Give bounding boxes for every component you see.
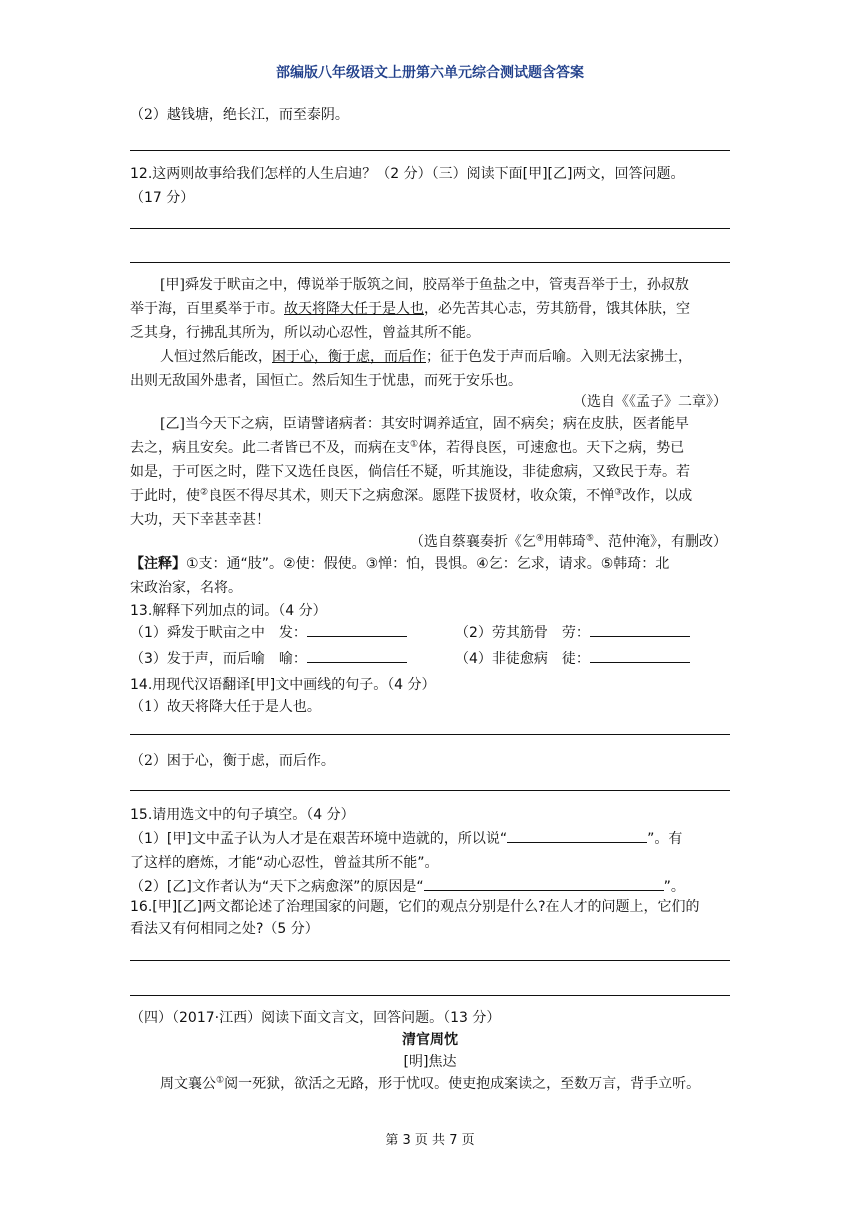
q14-item-1: （1）故天将降大任于是人也。 bbox=[130, 699, 321, 715]
underlined-sentence-2: 困于心，衡于虑，而后作 bbox=[272, 349, 426, 365]
passage-yi-line-5: 大功，天下幸甚幸甚！ bbox=[130, 512, 270, 528]
passage-jia-source: （选自《《孟子》二章》） bbox=[573, 394, 727, 410]
underlined-sentence-1: 故天将降大任于是人也 bbox=[284, 301, 424, 317]
passage-author: [明]焦达 bbox=[403, 1054, 457, 1070]
section-4-paragraph: 周文襄公①阅一死狱，欲活之无路，形于忧叹。使吏抱成案读之，至数万言，背手立听。 bbox=[160, 1075, 701, 1092]
q15-item-1: （1）[甲]文中孟子认为人才是在艰苦环境中造就的，所以说“ ”。有 bbox=[130, 828, 682, 848]
page-footer: 第 3 页 共 7 页 bbox=[385, 1133, 475, 1148]
q14-title: 14.用现代汉语翻译[甲]文中画线的句子。（4 分） bbox=[130, 677, 436, 693]
blank-field[interactable] bbox=[590, 622, 690, 637]
answer-line bbox=[130, 262, 730, 263]
q13-item-1: （1）舜发于畎亩之中 发： bbox=[130, 622, 407, 642]
passage-jia-line-1: [甲]舜发于畎亩之中，傅说举于版筑之间，胶鬲举于鱼盐之中，管夷吾举于士，孙叔敖 bbox=[160, 277, 689, 293]
blank-field[interactable] bbox=[424, 876, 664, 891]
answer-line bbox=[130, 734, 730, 735]
q11-item-2: （2）越钱塘，绝长江，而至泰阴。 bbox=[130, 107, 349, 123]
passage-yi-line-2: 去之，病且安矣。此二者皆已不及，而病在支①体，若得良医，可速愈也。天下之病，势已 bbox=[130, 439, 685, 456]
passage-yi-line-1: [乙]当今天下之病，臣请譬诸病者：其安时调养适宜，固不病矣；病在皮肤，医者能早 bbox=[160, 416, 689, 432]
notes-label: 【注释】 bbox=[130, 556, 186, 572]
answer-line bbox=[130, 960, 730, 961]
blank-field[interactable] bbox=[507, 828, 647, 843]
page-header-title: 部编版八年级语文上册第六单元综合测试题含答案 bbox=[276, 65, 584, 81]
section-4-heading: （四）（2017·江西）阅读下面文言文，回答问题。（13 分） bbox=[130, 1010, 501, 1026]
blank-field[interactable] bbox=[590, 648, 690, 663]
notes-line-2: 宋政治家，名将。 bbox=[130, 580, 242, 596]
passage-title: 清官周忱 bbox=[402, 1032, 458, 1048]
answer-line bbox=[130, 228, 730, 229]
q12-points: （17 分） bbox=[130, 190, 195, 206]
q15-item-1-cont: 了这样的磨炼，才能“动心忍性，曾益其所不能”。 bbox=[130, 855, 439, 871]
q13-item-2: （2）劳其筋骨 劳： bbox=[455, 622, 690, 642]
q12-text: 12.这两则故事给我们怎样的人生启迪？（2 分）（三）阅读下面[甲][乙]两文，回答问题。 bbox=[130, 166, 685, 182]
q13-item-3: （3）发于声，而后喻 喻： bbox=[130, 648, 407, 668]
answer-line bbox=[130, 150, 730, 151]
blank-field[interactable] bbox=[307, 622, 407, 637]
passage-yi-source: （选自蔡襄奏折《乞④用韩琦⑤、范仲淹》，有删改） bbox=[409, 533, 727, 550]
passage-jia-line-4: 人恒过然后能改，困于心，衡于虑，而后作；征于色发于声而后喻。入则无法家拂士， bbox=[160, 349, 692, 365]
blank-field[interactable] bbox=[307, 648, 407, 663]
passage-jia-line-2: 举于海，百里奚举于市。故天将降大任于是人也，必先苦其心志，劳其筋骨，饿其体肤，空 bbox=[130, 301, 690, 317]
q13-title: 13.解释下列加点的词。（4 分） bbox=[130, 603, 327, 619]
answer-line bbox=[130, 790, 730, 791]
q16-line-2: 看法又有何相同之处?（5 分） bbox=[130, 921, 319, 937]
answer-line bbox=[130, 995, 730, 996]
q15-item-2: （2）[乙]文作者认为“天下之病愈深”的原因是“ ”。 bbox=[130, 876, 685, 896]
q15-title: 15.请用选文中的句子填空。（4 分） bbox=[130, 807, 355, 823]
q14-item-2: （2）困于心，衡于虑，而后作。 bbox=[130, 753, 335, 769]
q13-item-4: （4）非徒愈病 徒： bbox=[455, 648, 690, 668]
passage-jia-line-5: 出则无敌国外患者，国恒亡。然后知生于忧患，而死于安乐也。 bbox=[130, 373, 522, 389]
passage-yi-line-3: 如是，于可医之时，陛下又选任良医，倘信任不疑，听其施设，非徒愈病，又致民于寿。若 bbox=[130, 464, 690, 480]
passage-yi-line-4: 于此时，使②良医不得尽其术，则天下之病愈深。愿陛下拔贤材，收众策，不惮③改作，以成 bbox=[130, 487, 693, 504]
q16-line-1: 16.[甲][乙]两文都论述了治理国家的问题，它们的观点分别是什么?在人才的问题上，它们的 bbox=[130, 899, 700, 915]
passage-jia-line-3: 乏其身，行拂乱其所为，所以动心忍性，曾益其所不能。 bbox=[130, 325, 480, 341]
notes-line-1: 【注释】①支：通“肢”。②使：假使。③惮：怕，畏惧。④乞：乞求，请求。⑤韩琦：北 bbox=[130, 556, 670, 572]
